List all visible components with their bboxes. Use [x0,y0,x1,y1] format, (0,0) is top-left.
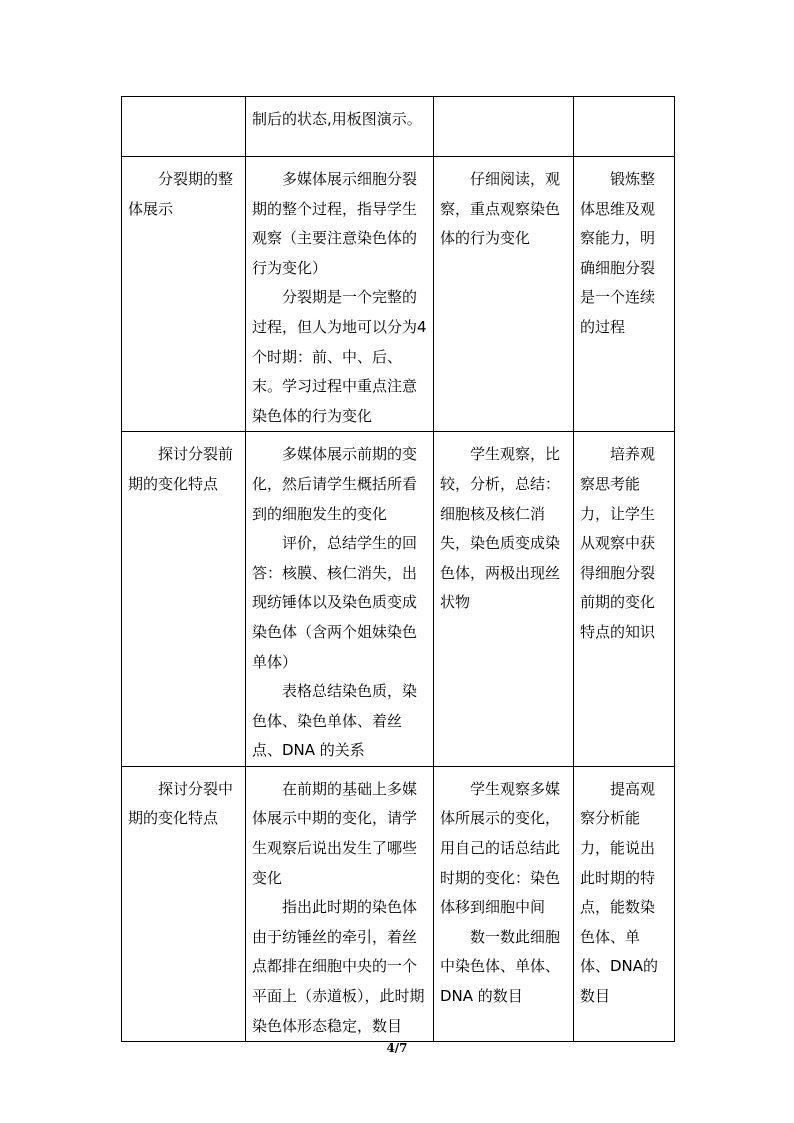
cell-design-intent [574,766,675,1041]
cell-student-activity [434,157,574,432]
cell-paragraph: 分裂期是一个完整的过程，但人为地可以分为4个时期：前、中、后、末。学习过程中重点注意染色体的行为变化 [252,288,427,425]
cell-paragraph: 数一数此细胞中染色体、单体、DNA 的数目 [440,927,561,1006]
cell-paragraph: 锻炼整体思维及观察能力，明确细胞分裂是一个连续的过程 [580,170,656,336]
cell-design-intent [574,157,675,432]
cell-design-intent [574,97,675,157]
cell-student-activity [434,766,574,1041]
table-body [122,97,675,1042]
cell-paragraph: 学生观察，比较，分析，总结：细胞核及核仁消失，染色质变成染色体，两极出现丝状物 [440,445,561,612]
cell-teacher-activity [246,97,434,157]
cell-paragraph: 多媒体展示前期的变化，然后请学生概括所看到的细胞发生的变化 [252,445,418,523]
cell-paragraph: 分裂期的整体展示 [128,170,234,218]
cell-teacher-activity [246,432,434,767]
cell-paragraph: 多媒体展示细胞分裂期的整个过程，指导学生观察（主要注意染色体的行为变化） [252,170,418,277]
table-row [122,97,675,157]
cell-paragraph: 仔细阅读，观察，重点观察染色体的行为变化 [440,170,561,248]
cell-paragraph: 评价，总结学生的回答：核膜、核仁消失，出现纺锤体以及染色质变成染色体（含两个姐妹染色单体） [252,534,418,671]
cell-teacher-activity [246,157,434,432]
cell-paragraph: 表格总结染色质，染色体、染色单体、着丝点、DNA 的关系 [252,682,418,760]
cell-student-activity [434,432,574,767]
cell-paragraph: 在前期的基础上多媒体展示中期的变化，请学生观察后说出发生了哪些变化 [252,779,418,887]
cell-paragraph: 探讨分裂前期的变化特点 [128,445,234,493]
cell-topic [122,97,246,157]
cell-teacher-activity [246,766,434,1041]
cell-paragraph: 探讨分裂中期的变化特点 [128,779,234,828]
cell-paragraph: 培养观察思考能力，让学生从观察中获得细胞分裂前期的变化特点的知识 [580,445,656,641]
cell-topic [122,766,246,1041]
cell-design-intent [574,432,675,767]
cell-paragraph: 提高观察分析能力，能说出此时期的特点，能数染色体、单体、DNA的数目 [580,779,659,1006]
page-number: 4/7 [386,1041,408,1055]
table-row [122,157,675,432]
lesson-plan-table [121,96,675,1042]
cell-paragraph: 指出此时期的染色体由于纺锤丝的牵引，着丝点都排在细胞中央的一个平面上（赤道板），此时期染色体形态稳定，数目 [252,898,425,1035]
cell-topic [122,432,246,767]
table-row [122,432,675,767]
cell-student-activity [434,97,574,157]
cell-paragraph: 学生观察多媒体所展示的变化，用自己的话总结此时期的变化：染色体移到细胞中间 [440,779,561,917]
cell-paragraph: 制后的状态,用板图演示。 [252,110,422,128]
cell-topic [122,157,246,432]
table-row [122,766,675,1041]
